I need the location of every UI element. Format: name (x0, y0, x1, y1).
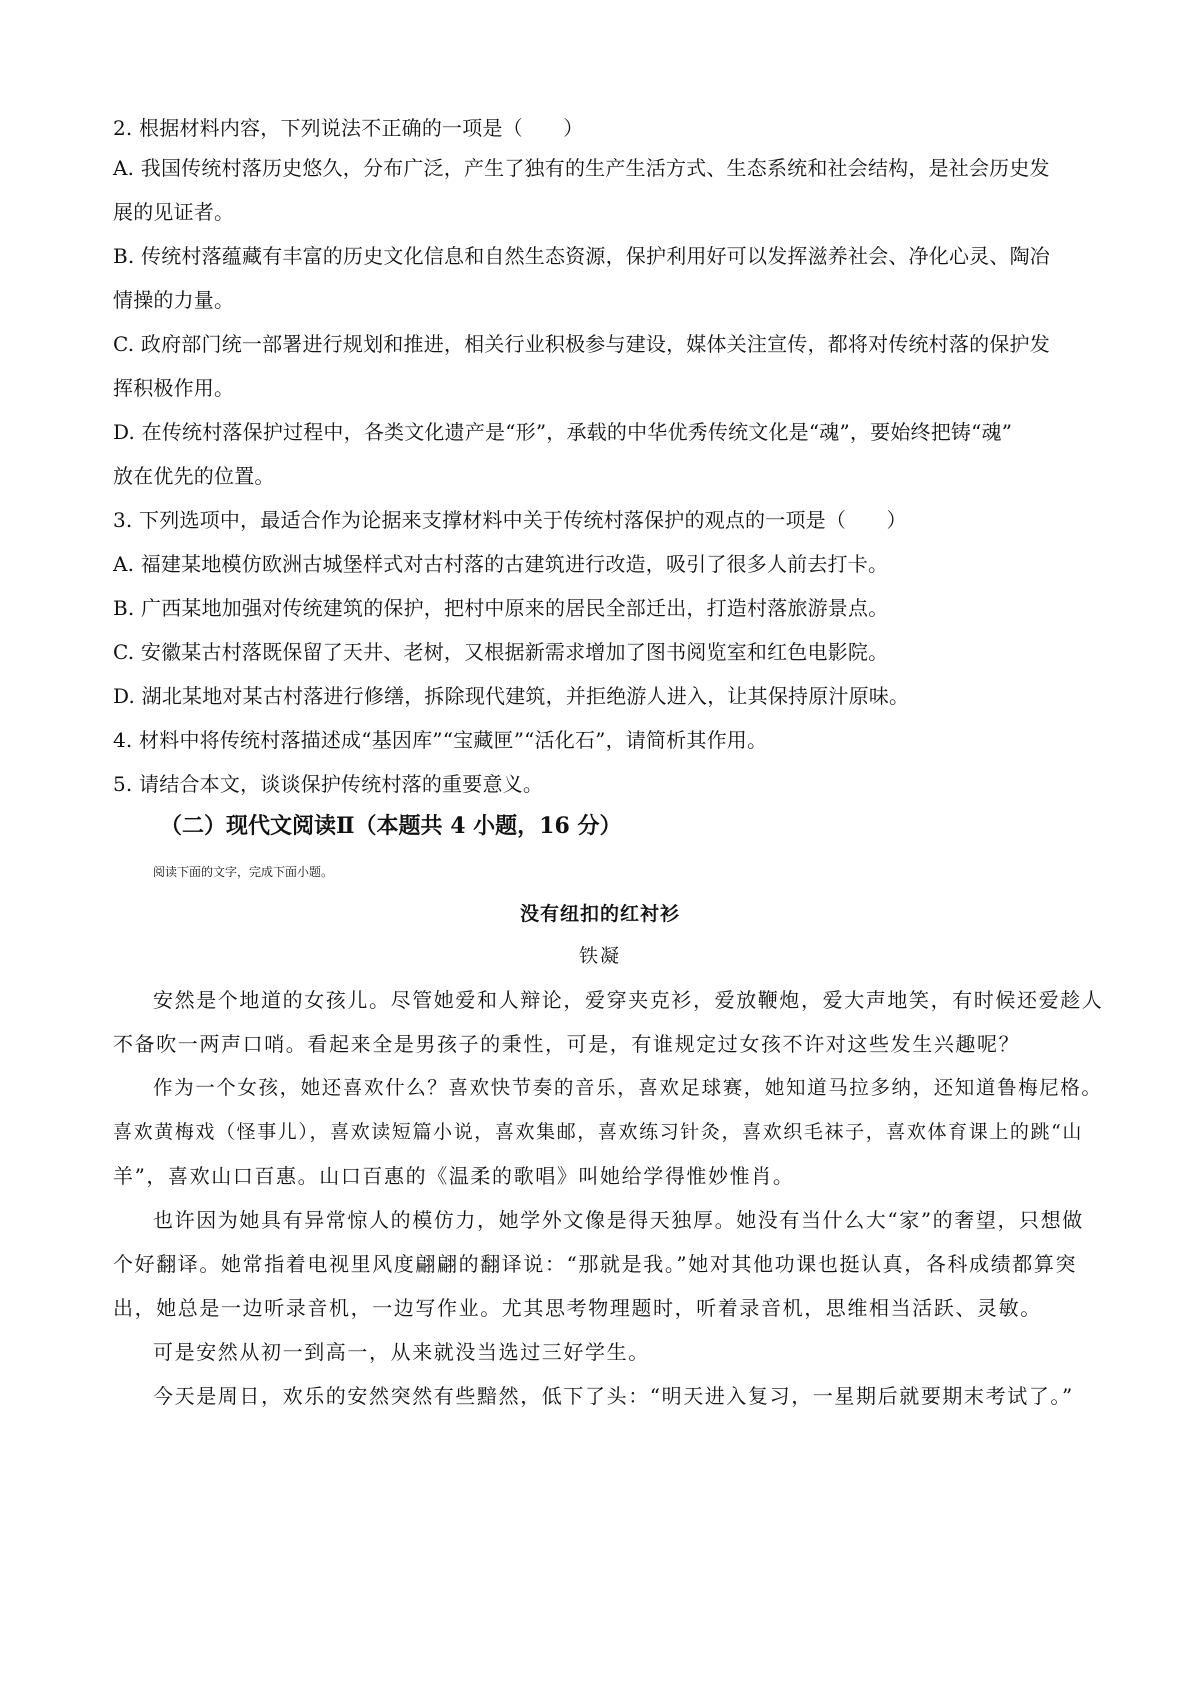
story-line: 不备吹一两声口哨。看起来全是男孩子的秉性，可是，有谁规定过女孩不许对这些发生兴趣呢？ (113, 1032, 1021, 1056)
question-2-stem: 2. 根据材料内容，下列说法不正确的一项是（ ） (113, 116, 584, 140)
question-2-option-a-cont: 展的见证者。 (113, 200, 235, 224)
section-title: （二）现代文阅读Ⅱ（本题共 4 小题，16 分） (160, 813, 622, 839)
question-2-option-d-cont: 放在优先的位置。 (113, 464, 275, 488)
story-line: 可是安然从初一到高一，从来就没当选过三好学生。 (153, 1340, 650, 1364)
question-2-option-c-cont: 挥积极作用。 (113, 376, 235, 400)
story-title: 没有纽扣的红衬衫 (519, 903, 680, 925)
question-2-option-b: B. 传统村落蕴藏有丰富的历史文化信息和自然生态资源，保护利用好可以发挥滋养社会、净化心灵、陶冶 (113, 244, 1051, 268)
question-4: 4. 材料中将传统村落描述成“基因库”“宝藏匣”“活化石”，请简析其作用。 (113, 728, 768, 752)
story-line: 作为一个女孩，她还喜欢什么？喜欢快节奏的音乐，喜欢足球赛，她知道马拉多纳，还知道鲁梅尼格。 (153, 1076, 1103, 1099)
story-line: 喜欢黄梅戏（怪事儿），喜欢读短篇小说，喜欢集邮，喜欢练习针灸，喜欢织毛袜子，喜欢体育课上的跳“山 (113, 1121, 1084, 1143)
story-line: 也许因为她具有异常惊人的模仿力，她学外文像是得天独厚。她没有当什么大“家”的奢望，只想做 (153, 1208, 1084, 1232)
story-line: 个好翻译。她常指着电视里风度翩翩的翻译说：“那就是我。”她对其他功课也挺认真，各科成绩都算突 (113, 1252, 1078, 1276)
question-3-option-b: B. 广西某地加强对传统建筑的保护，把村中原来的居民全部迁出，打造村落旅游景点。 (113, 596, 889, 620)
question-3-option-d: D. 湖北某地对某古村落进行修缮，拆除现代建筑，并拒绝游人进入，让其保持原汁原味。 (113, 684, 910, 708)
story-line: 今天是周日，欢乐的安然突然有些黯然，低下了头：“明天进入复习，一星期后就要期末考试了。” (153, 1384, 1074, 1408)
question-2-option-c: C. 政府部门统一部署进行规划和推进，相关行业积极参与建设，媒体关注宣传，都将对传统村落的保护发 (113, 332, 1050, 356)
story-line: 出，她总是一边听录音机，一边写作业。尤其思考物理题时，听着录音机，思维相当活跃、灵敏。 (113, 1296, 1042, 1320)
story-line: 羊”，喜欢山口百惠。山口百惠的《温柔的歌唱》叫她给学得惟妙惟肖。 (113, 1164, 795, 1188)
question-3-option-c: C. 安徽某古村落既保留了天井、老树，又根据新需求增加了图书阅览室和红色电影院。 (113, 640, 889, 664)
story-author: 铁凝 (578, 945, 621, 967)
question-2-option-b-cont: 情操的力量。 (113, 288, 235, 312)
section-instruction: 阅读下面的文字，完成下面小题。 (153, 865, 334, 879)
question-5: 5. 请结合本文，谈谈保护传统村落的重要意义。 (113, 772, 544, 796)
question-2-option-a: A. 我国传统村落历史悠久，分布广泛，产生了独有的生产生活方式、生态系统和社会结构，是社会历史发 (113, 156, 1050, 180)
question-3-option-a: A. 福建某地模仿欧洲古城堡样式对古村落的古建筑进行改造，吸引了很多人前去打卡。 (113, 552, 889, 576)
question-3-stem: 3. 下列选项中，最适合作为论据来支撑材料中关于传统村落保护的观点的一项是（ ） (113, 508, 907, 532)
story-line: 安然是个地道的女孩儿。尽管她爱和人辩论，爱穿夹克衫，爱放鞭炮，爱大声地笑，有时候还爱趁人 (153, 988, 1104, 1012)
question-2-option-d: D. 在传统村落保护过程中，各类文化遗产是“形”，承载的中华优秀传统文化是“魂”，要始终把铸“魂” (113, 420, 1013, 444)
